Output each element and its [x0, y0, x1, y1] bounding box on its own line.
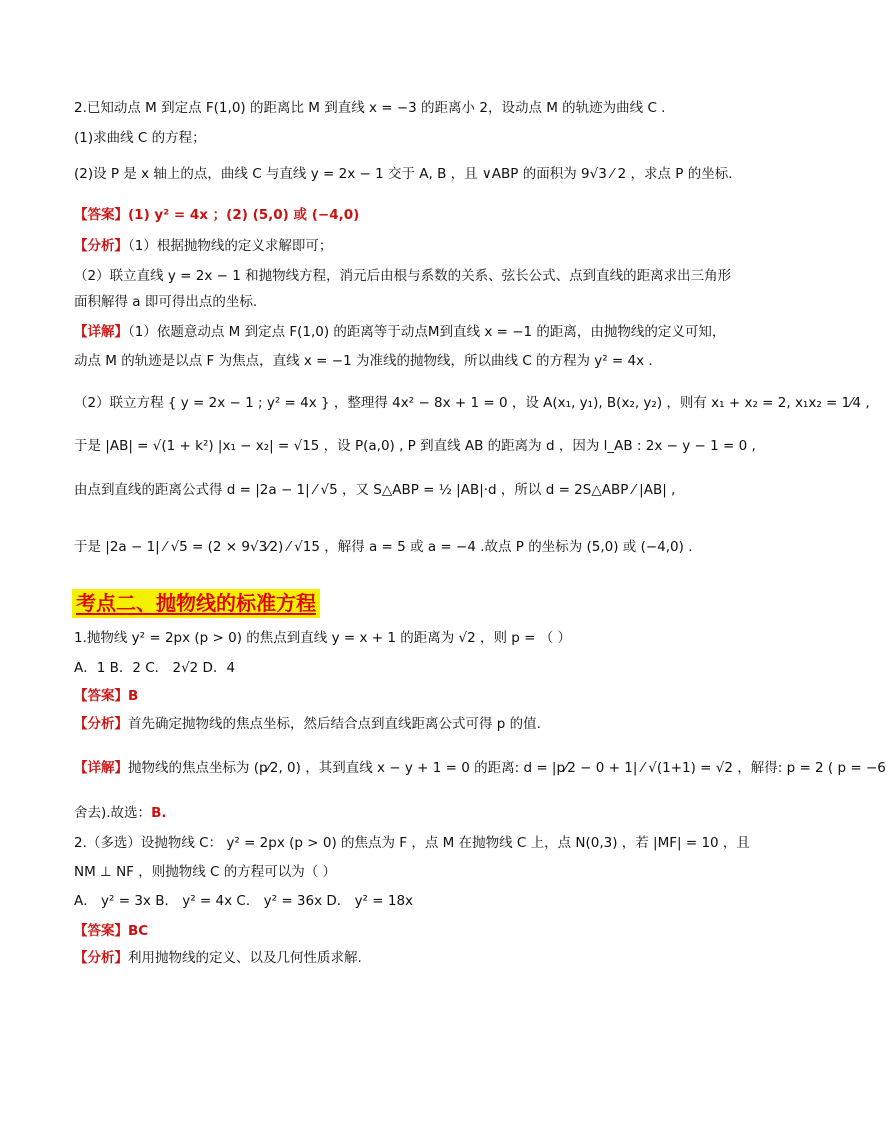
analysis-tag: 【分析】 [74, 716, 128, 732]
detail-tag: 【详解】 [74, 324, 128, 340]
s2q2-options: A． y² = 3x B． y² = 4x C． y² = 36x D． y² = 18x [74, 893, 414, 909]
answer-text: BC [128, 923, 149, 939]
answer-tag: 【答案】 [74, 207, 128, 223]
answer-tag: 【答案】 [74, 688, 128, 704]
s2q2-stem-a: 2.（多选）设抛物线 C： y² = 2px (p > 0) 的焦点为 F ，点 M 在抛物线 C 上，点 N(0,3) ，若 |MF| = 10 ，且 [74, 835, 750, 851]
detail-text: 抛物线的焦点坐标为 (p⁄2, 0) ，其到直线 x − y + 1 = 0 的距离: d = |p⁄2 − 0 + 1| ⁄ √(1+1) = √2 ，解得: p = 2 ( p = −6 [128, 760, 886, 776]
q2-detail-2d: 于是 |2a − 1| ⁄ √5 = (2 × 9√3⁄2) ⁄ √15 ，解得 a = 5 或 a = −4 .故点 P 的坐标为 (5,0) 或 (−4,0) . [74, 539, 693, 555]
q2-detail-2c: 由点到直线的距离公式得 d = |2a − 1| ⁄ √5 ，又 S△ABP = ½ |AB|·d ，所以 d = 2S△ABP ⁄ |AB| , [74, 482, 676, 498]
answer-tag: 【答案】 [74, 923, 128, 939]
s2q1-options: A．1 B．2 C． 2√2 D．4 [74, 660, 236, 676]
q2-analysis-2a: （2）联立直线 y = 2x − 1 和抛物线方程，消元后由根与系数的关系、弦长公式、点到直线的距离求出三角形 [74, 268, 732, 284]
answer-text: B [128, 688, 139, 704]
s2q2-stem-b: NM ⊥ NF ，则抛物线 C 的方程可以为（ ） [74, 864, 337, 880]
q2-detail-1b: 动点 M 的轨迹是以点 F 为焦点，直线 x = −1 为准线的抛物线，所以曲线 C 的方程为 y² = 4x . [74, 353, 653, 369]
s2q2-answer-line [74, 921, 148, 941]
s2q1-answer-line [74, 686, 138, 706]
q2-stem: 2.已知动点 M 到定点 F(1,0) 的距离比 M 到直线 x = −3 的距离小 2，设动点 M 的轨迹为曲线 C . [74, 100, 666, 116]
section-title: 考点二、抛物线的标准方程 [76, 591, 316, 615]
analysis-tag: 【分析】 [74, 238, 128, 254]
analysis-text: （1）根据抛物线的定义求解即可； [128, 238, 333, 254]
s2q1-detail-cont [74, 803, 166, 823]
q2-analysis-2b: 面积解得 a 即可得出点的坐标. [74, 294, 258, 310]
section-heading-highlight [72, 589, 320, 618]
analysis-tag: 【分析】 [74, 950, 128, 966]
answer-text: (1) y² = 4x ；(2) (5,0) 或 (−4,0) [128, 207, 360, 223]
q2-answer-line [74, 205, 359, 225]
q2-part1: (1)求曲线 C 的方程； [74, 130, 206, 146]
detail-tag: 【详解】 [74, 760, 128, 776]
s2q2-analysis-line [74, 948, 362, 968]
q2-detail-line [74, 322, 725, 342]
q2-analysis-line [74, 236, 332, 256]
q2-detail-2b: 于是 |AB| = √(1 + k²) |x₁ − x₂| = √15 ，设 P(a,0) , P 到直线 AB 的距离为 d ，因为 l_AB : 2x − y − 1 = 0 , [74, 438, 756, 454]
s2q1-stem: 1.抛物线 y² = 2px (p > 0) 的焦点到直线 y = x + 1 的距离为 √2 ，则 p = （ ） [74, 630, 572, 646]
s2q1-analysis-line [74, 714, 541, 734]
s2q1-detail-line [74, 758, 886, 778]
analysis-text: 首先确定抛物线的焦点坐标，然后结合点到直线距离公式可得 p 的值. [128, 716, 541, 732]
q2-detail-2a: （2）联立方程 { y = 2x − 1 ; y² = 4x } ，整理得 4x² − 8x + 1 = 0 ，设 A(x₁, y₁), B(x₂, y₂) ，则有 x₁ + x₂ = 2, x₁x₂ = 1⁄4 , [74, 395, 870, 411]
detail-cont-text: 舍去).故选： [74, 805, 152, 821]
q2-part2: (2)设 P 是 x 轴上的点，曲线 C 与直线 y = 2x − 1 交于 A, B ，且 ∨ABP 的面积为 9√3 ⁄ 2 ，求点 P 的坐标. [74, 166, 733, 182]
analysis-text: 利用抛物线的定义、以及几何性质求解. [128, 950, 362, 966]
detail-choice: B. [151, 805, 167, 821]
detail-text: （1）依题意动点 M 到定点 F(1,0) 的距离等于动点M到直线 x = −1 的距离，由抛物线的定义可知， [128, 324, 726, 340]
